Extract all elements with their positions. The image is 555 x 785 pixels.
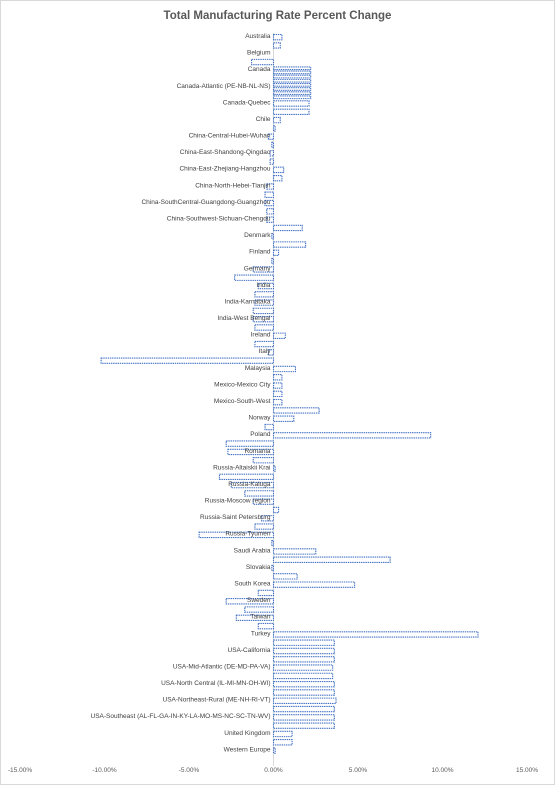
category-label: Belgium <box>247 49 271 57</box>
category-label: USA-Southeast (AL-FL-GA-IN-KY-LA-MO-MS-NC-SC-TN-WV) <box>90 713 271 721</box>
category-label: Romania <box>244 447 271 455</box>
category-label: Taiwan <box>250 613 271 621</box>
bar <box>274 640 335 645</box>
bar <box>274 673 333 678</box>
bar <box>272 565 274 570</box>
bar <box>274 665 333 670</box>
bar <box>274 383 282 388</box>
bar <box>235 275 274 280</box>
bar <box>272 541 274 546</box>
bar <box>274 433 431 438</box>
bar <box>272 142 274 147</box>
category-label: Germany <box>243 265 271 273</box>
bar <box>265 424 273 429</box>
bar <box>274 740 293 745</box>
bar <box>274 101 309 106</box>
bar <box>274 375 282 380</box>
bar <box>255 341 274 346</box>
x-tick-label: 15.00% <box>515 767 539 774</box>
bar <box>274 43 281 48</box>
bar <box>258 590 273 595</box>
bar <box>274 71 311 74</box>
category-label: South Korea <box>234 580 271 588</box>
bar <box>274 67 311 70</box>
bar <box>245 607 274 612</box>
bar <box>274 632 478 637</box>
bar <box>274 706 335 711</box>
bar <box>274 391 282 396</box>
bar <box>272 258 274 263</box>
bar <box>226 441 273 446</box>
bar <box>253 458 273 463</box>
bar <box>274 92 311 95</box>
category-label: Mexico-Mexico City <box>214 381 271 389</box>
bar <box>274 698 337 703</box>
category-label: United Kingdom <box>224 729 271 737</box>
category-label: India <box>256 281 271 289</box>
bar <box>274 34 282 39</box>
bar <box>274 408 320 413</box>
bar <box>274 225 303 230</box>
category-label: Saudi Arabia <box>233 547 271 555</box>
category-label: USA-Mid-Atlantic (DE-MD-PA-VA) <box>172 663 271 671</box>
bar <box>274 96 311 99</box>
x-tick-label: 0.00% <box>264 767 283 774</box>
category-label: USA-North Central (IL-MI-MN-OH-WI) <box>161 680 271 688</box>
category-label: Denmark <box>244 232 271 240</box>
bar <box>274 648 335 653</box>
bar <box>274 582 355 587</box>
x-tick-label: 10.00% <box>431 767 454 774</box>
bar <box>274 84 311 87</box>
category-label: Italy <box>258 348 271 356</box>
bar <box>245 491 274 496</box>
bar <box>274 333 286 338</box>
chart-title: Total Manufacturing Rate Percent Change <box>163 10 392 22</box>
bar <box>274 690 335 695</box>
bar <box>274 731 293 736</box>
category-label: USA-California <box>227 646 271 654</box>
bar <box>101 358 273 363</box>
category-label: Malaysia <box>244 364 271 372</box>
x-tick-label: -15.00% <box>7 767 33 774</box>
category-label: China-Central-Hubei-Wuhan <box>188 132 271 140</box>
bar <box>274 682 335 687</box>
bar <box>274 748 276 753</box>
category-label: China-Southwest-Sichuan-Chengdu <box>166 215 271 223</box>
bar <box>265 192 273 197</box>
category-label: Australia <box>245 33 271 40</box>
bar <box>270 151 273 156</box>
category-label: USA-Northeast-Rural (ME-NH-RI-VT) <box>162 696 271 704</box>
category-label: Canada-Quebec <box>222 99 271 107</box>
bar <box>274 507 279 512</box>
x-tick-label: -10.00% <box>92 767 117 774</box>
bar <box>274 574 298 579</box>
bar <box>274 117 281 122</box>
bar <box>274 242 306 247</box>
bar <box>274 79 311 82</box>
bar <box>272 234 274 239</box>
bar <box>274 109 309 114</box>
category-label: China-SouthCentral-Guangdong-Guangzhou <box>141 198 271 206</box>
bar <box>274 557 391 562</box>
category-label: Poland <box>250 431 271 439</box>
bar <box>274 176 282 181</box>
bar <box>258 623 273 628</box>
bar <box>255 524 274 529</box>
bar <box>274 366 296 371</box>
category-label: Russia-Kaluga <box>228 480 271 488</box>
bar <box>274 88 311 91</box>
category-label: Chile <box>255 115 271 123</box>
category-label: India-West Bengal <box>217 315 271 323</box>
bar <box>274 549 316 554</box>
bar <box>252 59 274 64</box>
bar <box>255 292 274 297</box>
category-label: India-Karnataka <box>224 298 271 306</box>
x-tick-label: -5.00% <box>178 767 200 774</box>
x-tick-label: 5.00% <box>348 767 368 774</box>
category-label: Russia-Altaiskii Krai <box>213 464 271 472</box>
category-label: Western Europe <box>223 746 271 754</box>
bar <box>267 209 274 214</box>
category-label: Russia-Tyumen <box>225 530 271 538</box>
category-label: China-East-Zhejiang-Hangzhou <box>179 165 271 173</box>
category-label: Norway <box>248 414 271 422</box>
category-label: Ireland <box>250 331 271 339</box>
category-label: Russia-Moscow region <box>204 497 271 505</box>
bar <box>274 250 279 255</box>
bar <box>274 715 335 720</box>
category-label: Slovakia <box>245 563 271 571</box>
category-label: Sweden <box>247 597 271 605</box>
category-label: Canada <box>247 66 271 74</box>
category-label: Russia-Saint Petersburg <box>200 514 271 522</box>
bar <box>270 159 273 164</box>
bar <box>274 657 335 662</box>
category-label: China-North-Hebei-Tianjin <box>195 182 271 190</box>
bar <box>274 399 282 404</box>
bar <box>274 723 335 728</box>
category-label: Mexico-South-West <box>213 398 271 405</box>
bar <box>274 167 284 172</box>
bar <box>274 126 276 131</box>
bar <box>274 75 311 78</box>
bar <box>219 474 273 479</box>
bar <box>274 416 294 421</box>
category-label: China-East-Shandong-Qingdao <box>179 149 271 157</box>
bar <box>253 308 273 313</box>
category-label: Finland <box>249 248 271 256</box>
category-label: Canada-Atlantic (PE-NB-NL-NS) <box>176 82 271 90</box>
bar <box>255 325 274 330</box>
category-label: Turkey <box>250 630 271 638</box>
bar <box>274 466 276 471</box>
